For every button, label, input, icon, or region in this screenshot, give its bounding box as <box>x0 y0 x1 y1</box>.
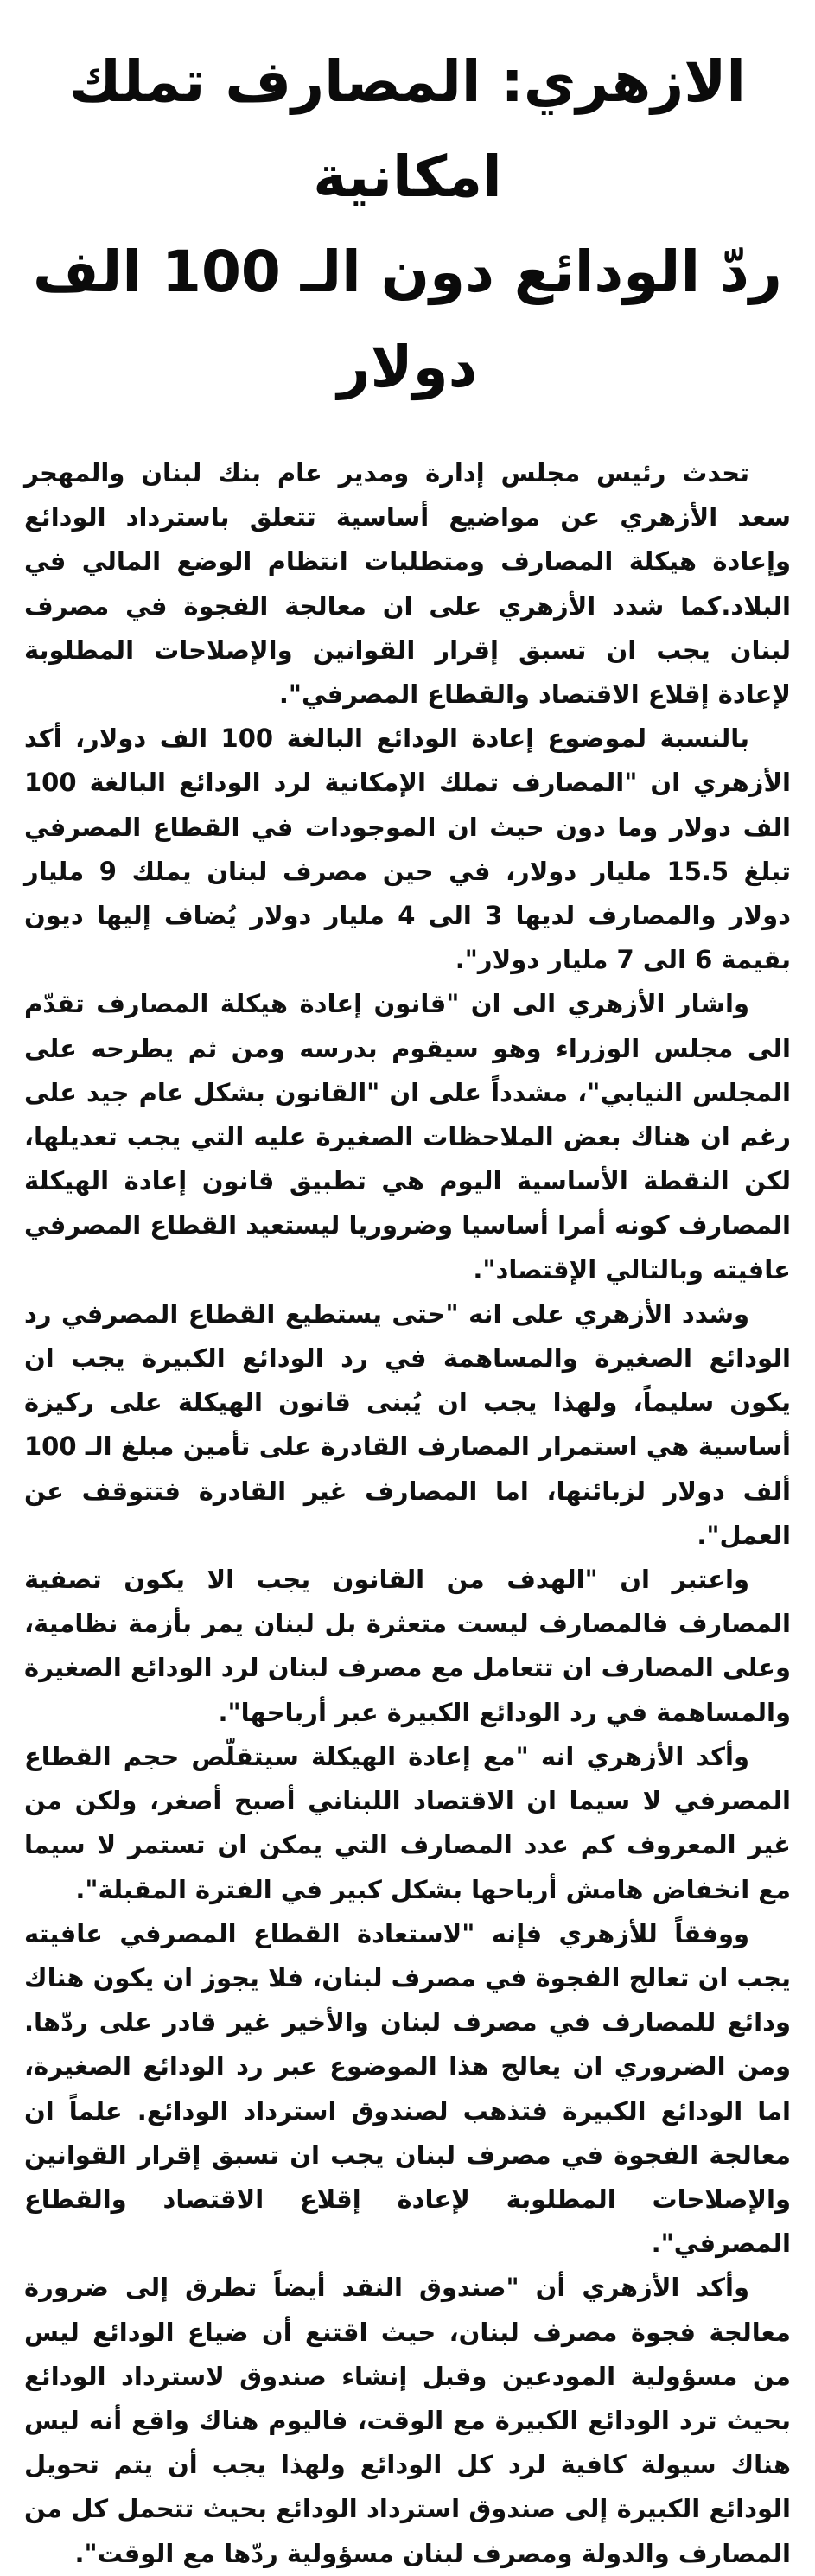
article-headline <box>24 35 791 415</box>
article-paragraph-5: واعتبر ان "الهدف من القانون يجب الا يكون تصفية المصارف فالمصارف ليست متعثرة بل لبنان يمر بأزمة نظامية، وعلى المصارف ان تتعامل مع مصرف لبنان لرد الودائع الصغيرة والمساهمة في رد الودائع الكبيرة عبر أرباحها". <box>24 1565 791 1727</box>
article-paragraph-1: تحدث رئيس مجلس إدارة ومدير عام بنك لبنان والمهجر سعد الأزهري عن مواضيع أساسية تتعلق باسترداد الودائع وإعادة هيكلة المصارف ومتطلبات انتظام الوضع المالي في البلاد.كما شدد الأزهري على ان معالجة الفجوة في مصرف لبنان يجب ان تسبق إقرار القوانين والإصلاحات المطلوبة لإعادة إقلاع الاقتصاد والقطاع المصرفي". <box>24 458 791 710</box>
article-paragraph-8: وأكد الأزهري أن "صندوق النقد أيضاً تطرق إلى ضرورة معالجة فجوة مصرف لبنان، حيث اقتنع أن ضياع الودائع ليس من مسؤولية المودعين وقبل إنشاء صندوق لاسترداد الودائع بحيث ترد الودائع الكبيرة مع الوقت، فاليوم هناك واقع أنه ليس هناك سيولة كافية لرد كل الودائع ولهذا يجب أن يتم تحويل الودائع الكبيرة إلى صندوق استرداد الودائع بحيث تتحمل كل من المصارف والدولة ومصرف لبنان مسؤولية ردّها مع الوقت". <box>24 2273 791 2568</box>
headline-line-2: ردّ الودائع دون الـ 100 الف دولار <box>33 239 782 400</box>
article-paragraph-7: ووفقاً للأزهري فإنه "لاستعادة القطاع المصرفي عافيته يجب ان تعالج الفجوة في مصرف لبنان، فلا يجوز ان يكون هناك ودائع للمصارف في مصرف لبنان والأخير غير قادر على ردّها. ومن الضروري ان يعالج هذا الموضوع عبر رد الودائع الصغيرة، اما الودائع الكبيرة فتذهب لصندوق استرداد الودائع. علماً ان معالجة الفجوة في مصرف لبنان يجب ان تسبق إقرار القوانين والإصلاحات المطلوبة لإعادة إقلاع الاقتصاد والقطاع المصرفي". <box>24 1918 791 2259</box>
article-paragraph-3: واشار الأزهري الى ان "قانون إعادة هيكلة المصارف تقدّم الى مجلس الوزراء وهو سيقوم بدرسه ومن ثم يطرحه على المجلس النيابي"، مشدداً على ان "القانون بشكل عام جيد على رغم ان هناك بعض الملاحظات الصغيرة عليه التي يجب تعديلها، لكن النقطة الأساسية اليوم هي تطبيق قانون إعادة الهيكلة المصارف كونه أمرا أساسيا وضروريا ليستعيد القطاع المصرفي عافيته وبالتالي الإقتصاد". <box>24 989 791 1285</box>
article-paragraph-4: وشدد الأزهري على انه "حتى يستطيع القطاع المصرفي رد الودائع الصغيرة والمساهمة في رد الودائع الكبيرة يجب ان يكون سليماً، ولهذا يجب ان يُبنى قانون الهيكلة على ركيزة أساسية هي استمرار المصارف القادرة على تأمين مبلغ الـ 100 ألف دولار لزبائنها، اما المصارف غير القادرة فتتوقف عن العمل". <box>24 1298 791 1550</box>
article-body <box>24 451 791 2576</box>
article-paragraph-2: بالنسبة لموضوع إعادة الودائع البالغة 100 الف دولار، أكد الأزهري ان "المصارف تملك الإمكانية لرد الودائع البالغة 100 الف دولار وما دون حيث ان الموجودات في القطاع المصرفي تبلغ 15.5 مليار دولار، في حين مصرف لبنان يملك 9 مليار دولار والمصارف لديها 3 الى 4 مليار دولار يُضاف إليها ديون بقيمة 6 الى 7 مليار دولار". <box>24 724 791 975</box>
headline-line-1: الازهري: المصارف تملك امكانية <box>69 48 746 210</box>
article-paragraph-6: وأكد الأزهري انه "مع إعادة الهيكلة سيتقلّص حجم القطاع المصرفي لا سيما ان الاقتصاد اللبناني أصبح أصغر، ولكن من غير المعروف كم عدد المصارف التي يمكن ان تستمر لا سيما مع انخفاض هامش أرباحها بشكل كبير في الفترة المقبلة". <box>24 1741 791 1904</box>
